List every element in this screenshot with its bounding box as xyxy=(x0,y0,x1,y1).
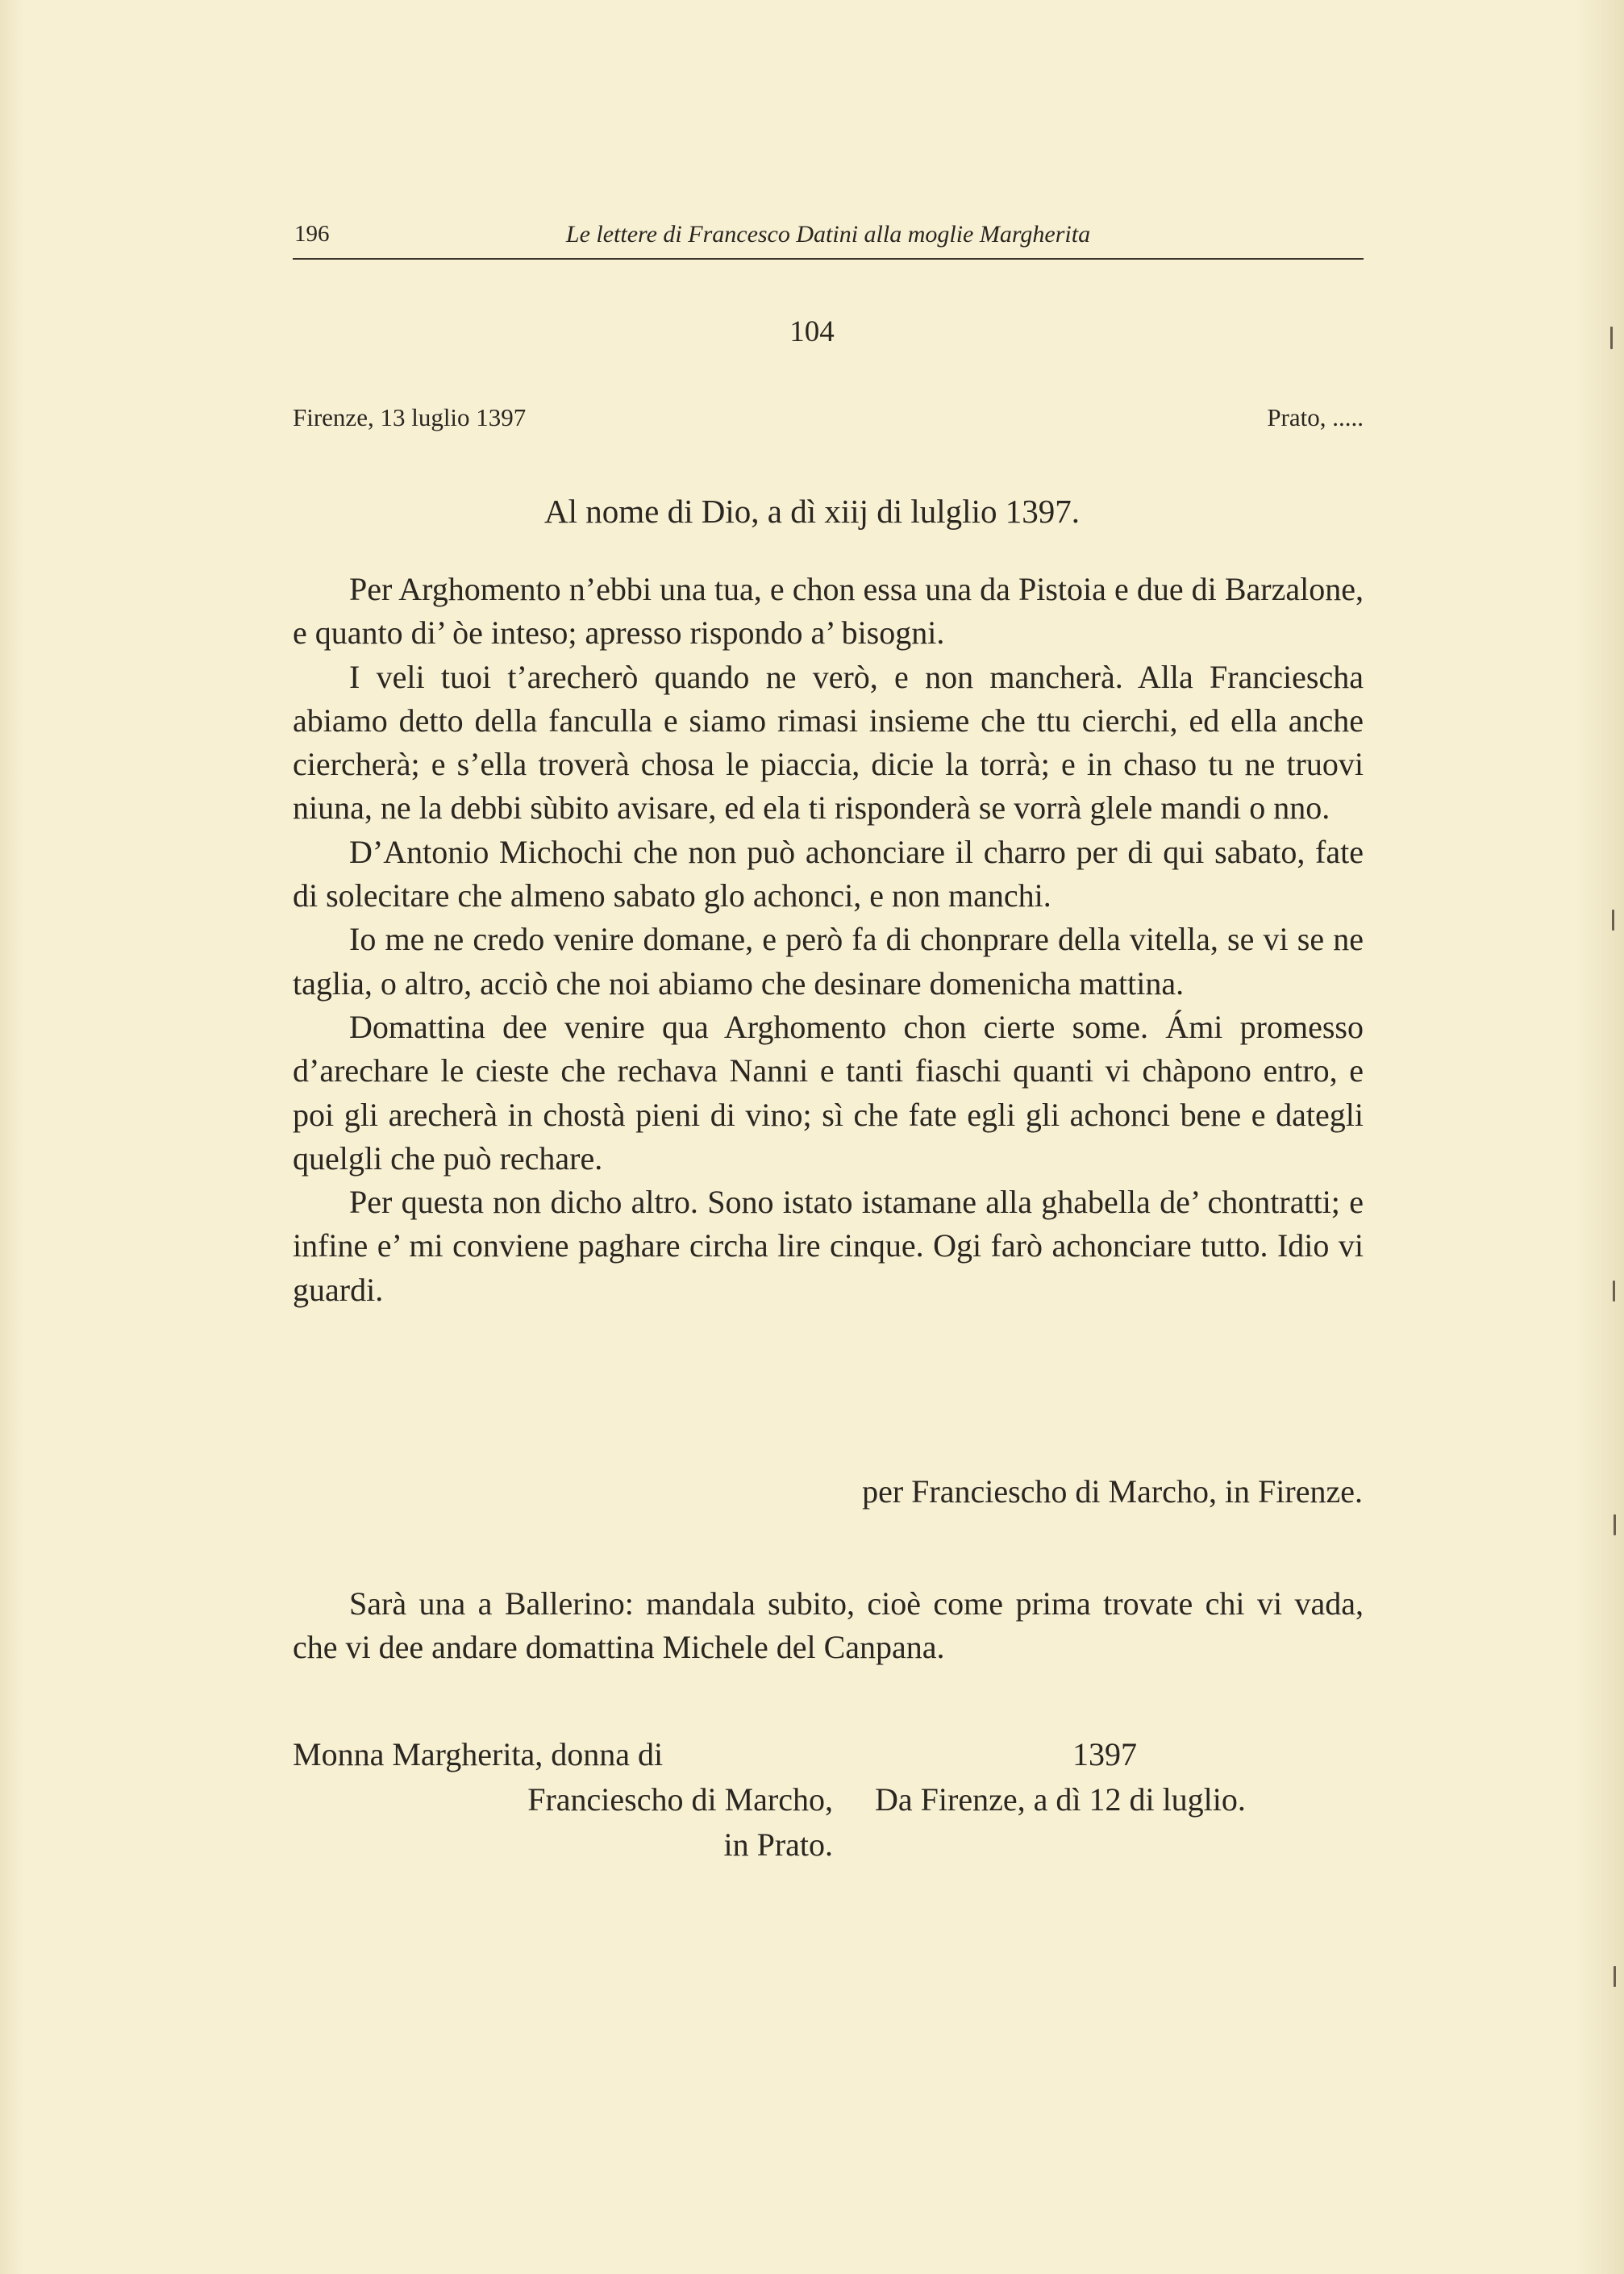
recipient-place: Prato, ..... xyxy=(1267,403,1364,431)
postscript-paragraph: Sarà una a Ballerino: mandala subito, cioè come prima trovate chi vi vada, che vi dee andare domattina Michele del Canpana. xyxy=(293,1585,1364,1666)
margin-mark xyxy=(1610,327,1613,349)
sender-place-date: Firenze, 13 luglio 1397 xyxy=(293,403,527,431)
address-line: Franciescho di Marcho, xyxy=(527,1781,833,1818)
body-paragraph: Domattina dee venire qua Arghomento chon cierte some. Ámi promesso d’arechare le cieste che rechava Nanni e tanti fiaschi quanti vi chàpono entro, e poi gli arecherà in chostà pieni di vino; sì che fate egli gli achonci bene e dategli quelgli che può rechare. xyxy=(293,1008,1364,1177)
body-paragraph: Io me ne credo venire domane, e però fa di chonprare della vitella, se vi se ne taglia, o altro, acciò che noi abiamo che desinare domenicha mattina. xyxy=(293,921,1364,1002)
letter-body xyxy=(293,568,1364,1312)
body-paragraph: I veli tuoi t’arecherò quando ne verò, e non mancherà. Alla Franciescha abiamo detto della fanculla e siamo rimasi insieme che ttu cierchi, ed ella anche ciercherà; e s’ella troverà chosa le piaccia, dicie la torrà; e in chaso tu ne truovi niuna, ne la debbi sùbito avisare, ed ela ti risponderà se vorrà glele mandi o nno. xyxy=(293,658,1364,827)
body-paragraph: Per questa non dicho altro. Sono istato istamane alla ghabella de’ chontratti; e infine e’ mi conviene paghare circha lire cinque. Ogi farò achonciare tutto. Idio vi guardi. xyxy=(293,1184,1364,1308)
margin-mark xyxy=(1614,1514,1616,1535)
page-header xyxy=(293,216,1364,260)
margin-mark xyxy=(1613,1281,1615,1302)
margin-mark xyxy=(1614,1966,1616,1987)
letter-number: 104 xyxy=(789,315,835,348)
receipt-note xyxy=(875,1732,1343,1822)
address-block xyxy=(293,1732,833,1868)
address-line: Monna Margherita, donna di xyxy=(293,1736,664,1772)
address-line: in Prato. xyxy=(723,1826,833,1863)
receipt-year: 1397 xyxy=(1072,1736,1137,1772)
margin-mark xyxy=(1612,910,1614,931)
running-title: Le lettere di Francesco Datini alla moglie Margherita xyxy=(565,221,1091,248)
body-paragraph: Per Arghomento n’ebbi una tua, e chon essa una da Pistoia e due di Barzalone, e quanto di’ òe inteso; apresso rispondo a’ bisogni. xyxy=(293,571,1364,652)
page-number: 196 xyxy=(294,221,330,247)
body-paragraph: D’Antonio Michochi che non può achonciare il charro per di qui sabato, fate di solecitare che almeno sabato glo achonci, e non manchi. xyxy=(293,833,1364,914)
letter-opening: Al nome di Dio, a dì xiij di lulglio 1397. xyxy=(544,493,1080,530)
letter-signature: per Franciescho di Marcho, in Firenze. xyxy=(862,1473,1363,1510)
receipt-date: Da Firenze, a dì 12 di luglio. xyxy=(875,1781,1246,1818)
postscript xyxy=(293,1582,1364,1670)
